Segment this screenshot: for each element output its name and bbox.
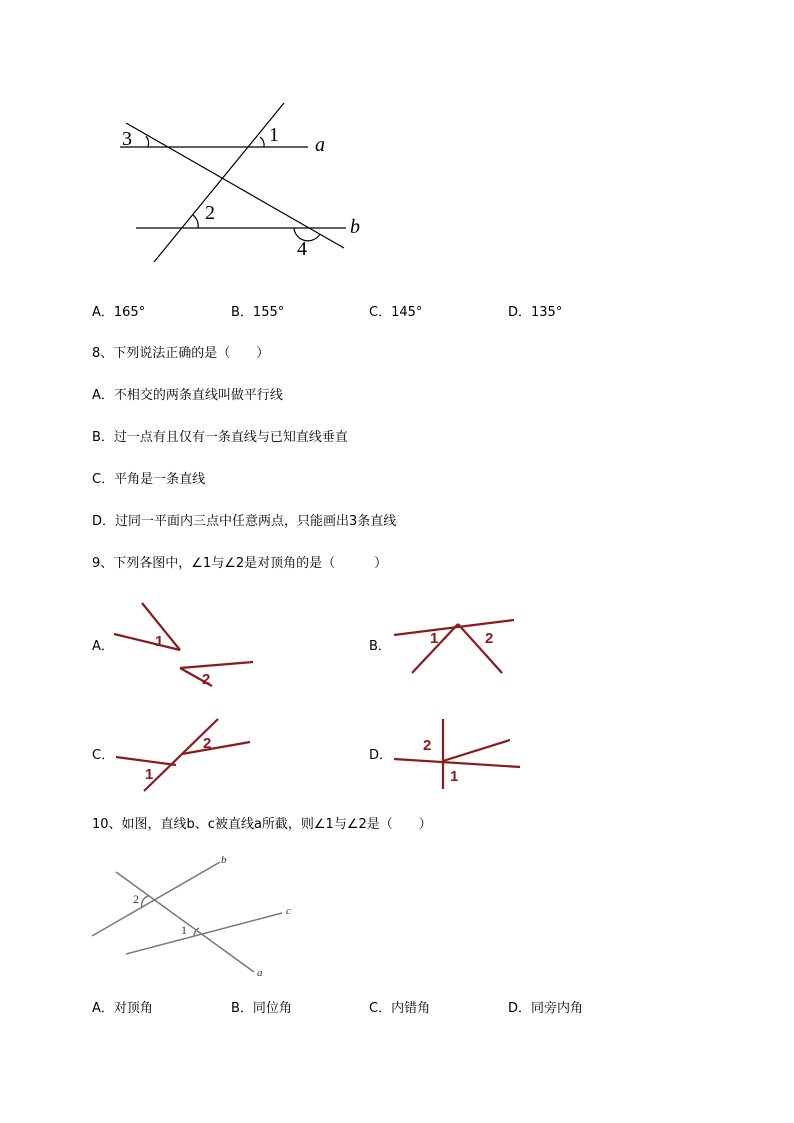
q7-option-a: A．165° [92,305,146,320]
q10-line-c [126,913,282,954]
q9-option-c-letter: C． [92,748,115,763]
q7-label-1: 1 [269,124,279,146]
q10-label-b: b [221,854,227,866]
q10-label-c: c [286,905,291,917]
q10-label-2: 2 [133,892,139,906]
q7-label-3: 3 [122,128,132,150]
q9-figure-d [390,715,525,790]
q7-label-b: b [350,216,360,238]
q7-label-a: a [315,134,325,156]
q10-label-a: a [257,967,263,979]
q9-figure-b [390,613,520,678]
q7-arc-1 [260,137,264,147]
q8-option-c: C．平角是一条直线 [92,472,206,487]
q7-label-4: 4 [297,238,307,260]
q9b-label-2: 2 [485,630,494,647]
q10-option-d: D．同旁内角 [508,1001,584,1016]
q7-option-c: C．145° [369,305,423,320]
q7-option-b: B．155° [231,305,285,320]
q10-line-b [92,862,220,936]
q9d-label-1: 1 [450,768,459,785]
q9c-label-1: 1 [145,766,154,783]
q9a-label-2: 2 [202,671,211,688]
q8-option-a: A．不相交的两条直线叫做平行线 [92,388,283,403]
q8-option-b: B．过一点有且仅有一条直线与已知直线垂直 [92,430,348,445]
q10-stem: 10、如图，直线b、c被直线a所截，则∠1与∠2是（ ） [92,817,432,832]
q7-transversal-1 [154,103,284,262]
q9-figure-a [110,598,260,690]
q9-option-a-letter: A． [92,639,114,654]
q7-label-2: 2 [205,202,215,224]
q9c-label-2: 2 [203,735,212,752]
q7-transversal-2 [126,123,344,248]
q7-arc-2 [193,215,198,228]
q8-stem: 8、下列说法正确的是（ ） [92,346,270,361]
q10-label-1: 1 [181,923,187,937]
q7-arc-3 [146,136,149,147]
q7-figure [110,95,370,270]
q9-figure-c [112,715,257,795]
q10-line-a [116,872,254,972]
q10-option-a: A．对顶角 [92,1001,153,1016]
q10-option-c: C．内错角 [369,1001,431,1016]
q9-stem: 9、下列各图中，∠1与∠2是对顶角的是（ ） [92,556,388,571]
q9d-label-2: 2 [423,737,432,754]
q10-option-b: B．同位角 [231,1001,292,1016]
q9-option-d-letter: D． [369,748,393,763]
q7-option-d: D．135° [508,305,563,320]
q9b-label-1: 1 [430,630,439,647]
q10-figure [92,852,307,980]
q8-option-d: D．过同一平面内三点中任意两点，只能画出3条直线 [92,514,397,529]
q9a-label-1: 1 [155,633,164,650]
q9-option-b-letter: B． [369,639,391,654]
